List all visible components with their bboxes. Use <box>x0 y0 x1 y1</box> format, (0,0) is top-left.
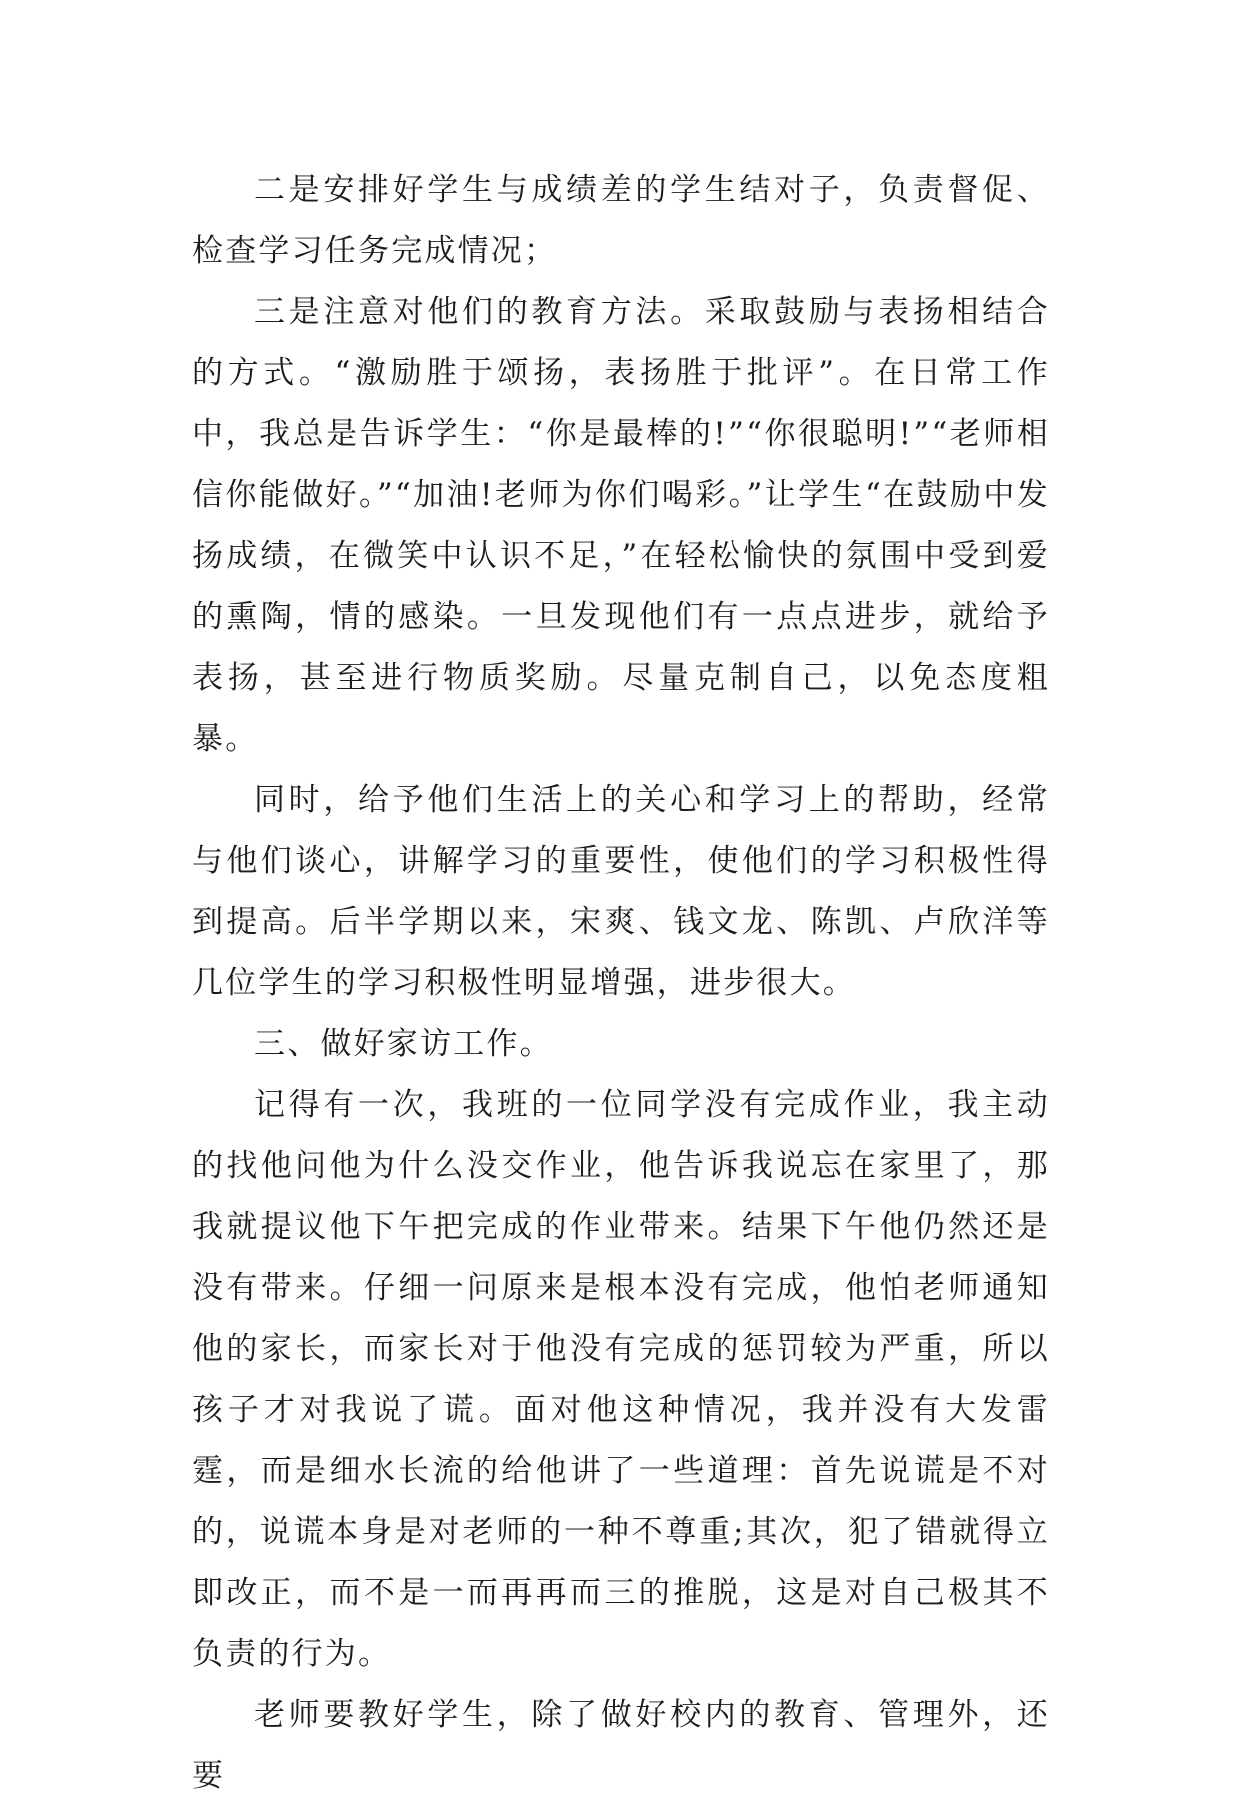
paragraph-care-and-help: 同时，给予他们生活上的关心和学习上的帮助，经常与他们谈心，讲解学习的重要性，使他们的学习积极性得到提高。后半学期以来，宋爽、钱文龙、陈凯、卢欣洋等几位学生的学习积极性明显增强，进步很大。 <box>192 782 1050 1001</box>
document-body <box>192 160 1050 1807</box>
paragraph-teaching-methods: 三是注意对他们的教育方法。采取鼓励与表扬相结合的方式。“激励胜于颂扬，表扬胜于批评”。在日常工作中，我总是告诉学生：“你是最棒的!”“你很聪明!”“老师相信你能做好。”“加油!老师为你们喝彩。”让学生“在鼓励中发扬成绩，在微笑中认识不足，”在轻松愉快的氛围中受到爱的熏陶，情的感染。一旦发现他们有一点点进步，就给予表扬，甚至进行物质奖励。尽量克制自己，以免态度粗暴。 <box>192 294 1050 757</box>
paragraph-homework-story: 记得有一次，我班的一位同学没有完成作业，我主动的找他问他为什么没交作业，他告诉我说忘在家里了，那我就提议他下午把完成的作业带来。结果下午他仍然还是没有带来。仔细一问原来是根本没有完成，他怕老师通知他的家长，而家长对于他没有完成的惩罚较为严重，所以孩子才对我说了谎。面对他这种情况，我并没有大发雷霆，而是细水长流的给他讲了一些道理：首先说谎是不对的，说谎本身是对老师的一种不尊重;其次，犯了错就得立即改正，而不是一而再再而三的推脱，这是对自己极其不负责的行为。 <box>192 1087 1050 1672</box>
paragraph-pairing-students: 二是安排好学生与成绩差的学生结对子，负责督促、检查学习任务完成情况； <box>192 172 1050 269</box>
section-heading-home-visits: 三、做好家访工作。 <box>254 1026 553 1062</box>
paragraph-teacher-duties: 老师要教好学生，除了做好校内的教育、管理外，还要 <box>192 1697 1050 1794</box>
